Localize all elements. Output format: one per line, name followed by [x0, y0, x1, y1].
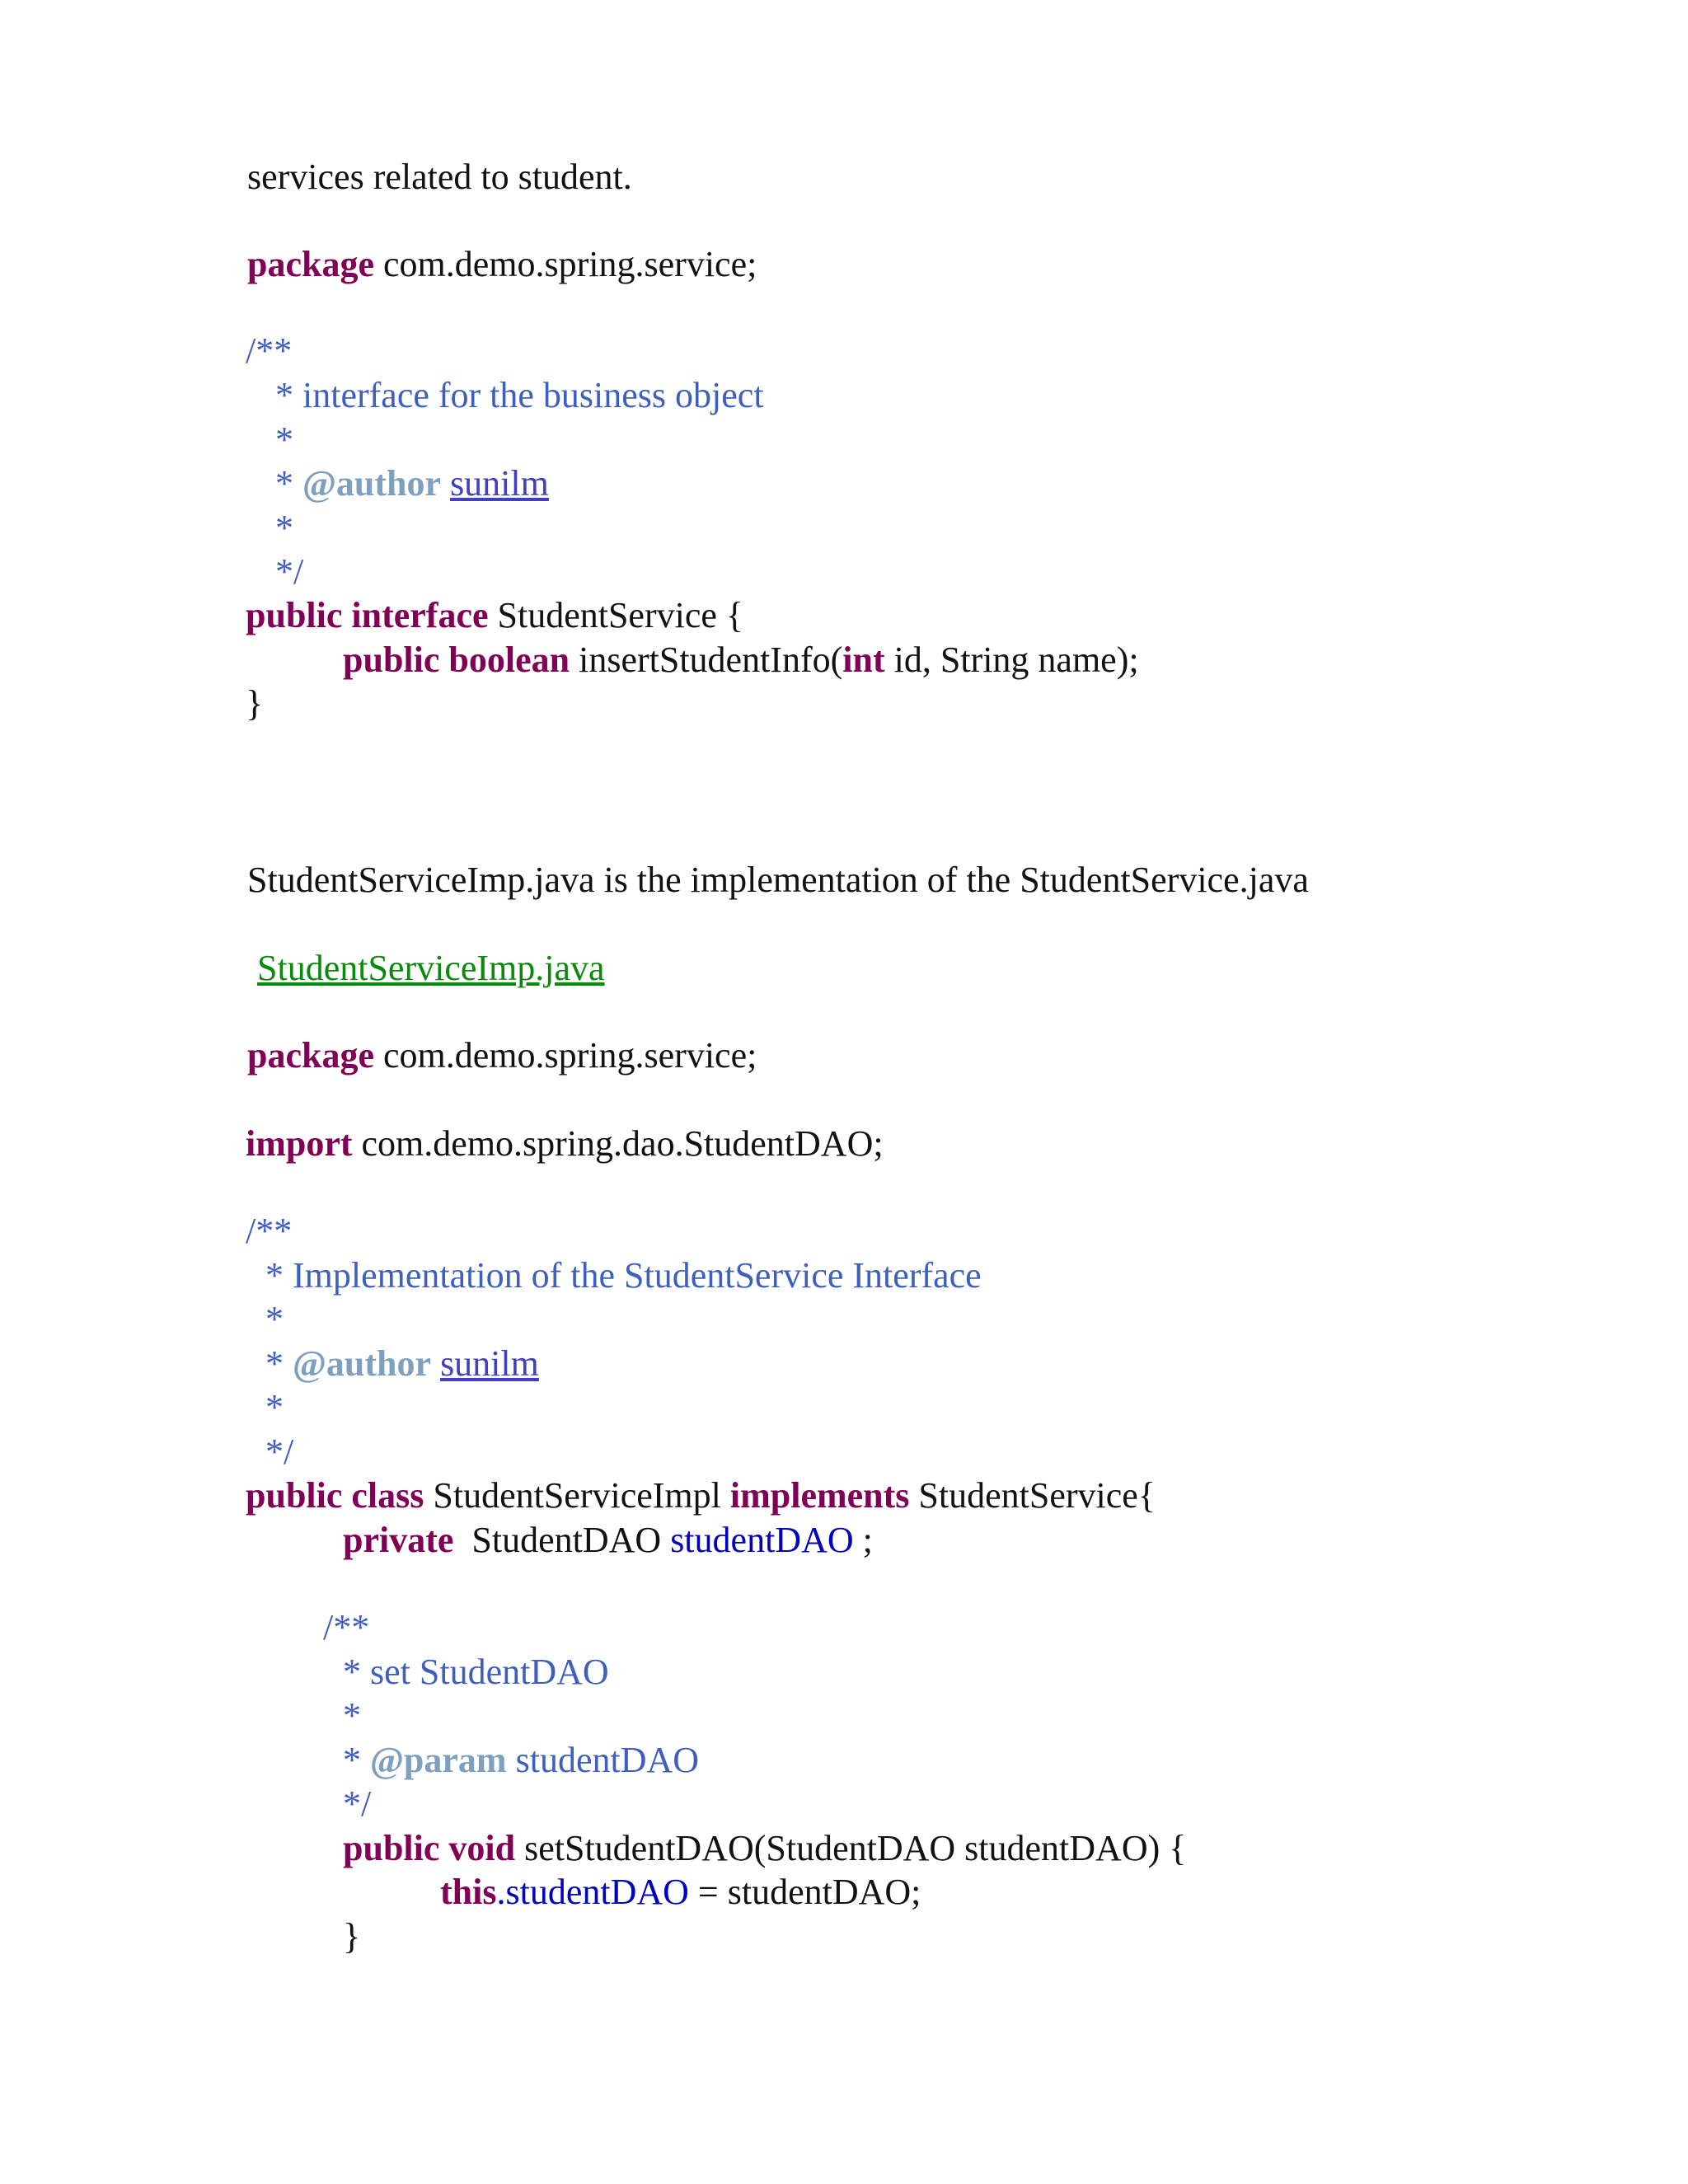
impl-filename-link[interactable]: StudentServiceImp.java [257, 948, 605, 988]
javadoc-line: * interface for the business object [275, 375, 764, 415]
body-dot: . [496, 1872, 506, 1912]
field-type: StudentDAO [471, 1520, 662, 1560]
keyword-public: public [246, 595, 343, 635]
javadoc-star: * [275, 463, 293, 504]
javadoc-open: /** [246, 330, 293, 371]
javadoc-close: */ [275, 551, 304, 592]
package-name: com.demo.spring.service; [383, 1035, 757, 1076]
keyword-public: public [343, 1828, 440, 1868]
javadoc-author-line [275, 462, 549, 506]
author-tag: @author [302, 463, 442, 504]
implements-name: StudentService{ [918, 1475, 1156, 1516]
field-name: studentDAO [670, 1520, 854, 1560]
javadoc-blank: * [265, 1387, 284, 1427]
setter-doc-param-line [343, 1738, 699, 1783]
keyword-void: void [448, 1828, 516, 1868]
javadoc-line: * Implementation of the StudentService Interface [265, 1255, 982, 1296]
keyword-implements: implements [729, 1475, 910, 1516]
keyword-public: public [246, 1475, 343, 1516]
class-declaration [246, 1474, 1156, 1518]
body-assignment: = studentDAO; [688, 1872, 921, 1912]
keyword-interface: interface [351, 595, 489, 635]
method-declaration [343, 638, 1139, 682]
keyword-import: import [246, 1123, 353, 1164]
field-declaration [343, 1518, 873, 1563]
interface-name: StudentService { [497, 595, 744, 635]
javadoc-star: * [265, 1343, 284, 1384]
keyword-private: private [343, 1520, 454, 1560]
body-field: studentDAO [505, 1872, 689, 1912]
package-name: com.demo.spring.service; [383, 244, 757, 284]
javadoc-author-line [265, 1342, 539, 1386]
setter-declaration [343, 1826, 1186, 1871]
keyword-boolean: boolean [448, 640, 570, 680]
setter-doc-line: * set StudentDAO [343, 1652, 609, 1692]
javadoc-blank: * [275, 508, 293, 548]
javadoc-close: */ [265, 1432, 294, 1472]
keyword-package: package [247, 1035, 374, 1076]
setter-close-brace: } [343, 1916, 361, 1957]
method-name: insertStudentInfo( [579, 640, 843, 680]
impl-package-line [247, 1033, 757, 1078]
interface-declaration [246, 593, 743, 638]
intro-fragment: services related to student. [247, 157, 632, 197]
author-name-link[interactable]: sunilm [440, 1343, 539, 1384]
setter-doc-close: */ [343, 1783, 372, 1824]
setter-doc-blank: * [343, 1695, 361, 1736]
keyword-package: package [247, 244, 374, 284]
keyword-this: this [440, 1872, 497, 1912]
import-name: com.demo.spring.dao.StudentDAO; [361, 1123, 884, 1164]
import-line [246, 1122, 884, 1166]
class-name: StudentServiceImpl [433, 1475, 721, 1516]
javadoc-blank: * [265, 1299, 284, 1339]
iface-package-line [247, 242, 757, 287]
setter-doc-open: /** [323, 1607, 370, 1647]
field-end: ; [862, 1520, 873, 1560]
keyword-class: class [351, 1475, 424, 1516]
keyword-public: public [343, 640, 440, 680]
close-brace: } [246, 683, 264, 724]
setter-signature: setStudentDAO(StudentDAO studentDAO) { [524, 1828, 1187, 1868]
author-name-link[interactable]: sunilm [450, 463, 549, 504]
javadoc-open: /** [246, 1211, 293, 1251]
method-params: id, String name); [893, 640, 1139, 680]
javadoc-blank: * [275, 419, 293, 460]
keyword-int: int [842, 640, 885, 680]
param-name: studentDAO [515, 1740, 700, 1780]
javadoc-star: * [343, 1740, 361, 1780]
param-tag: @param [370, 1740, 507, 1780]
author-tag: @author [293, 1343, 432, 1384]
setter-body [440, 1870, 921, 1915]
impl-description: StudentServiceImp.java is the implementation of the StudentService.java [247, 860, 1309, 900]
